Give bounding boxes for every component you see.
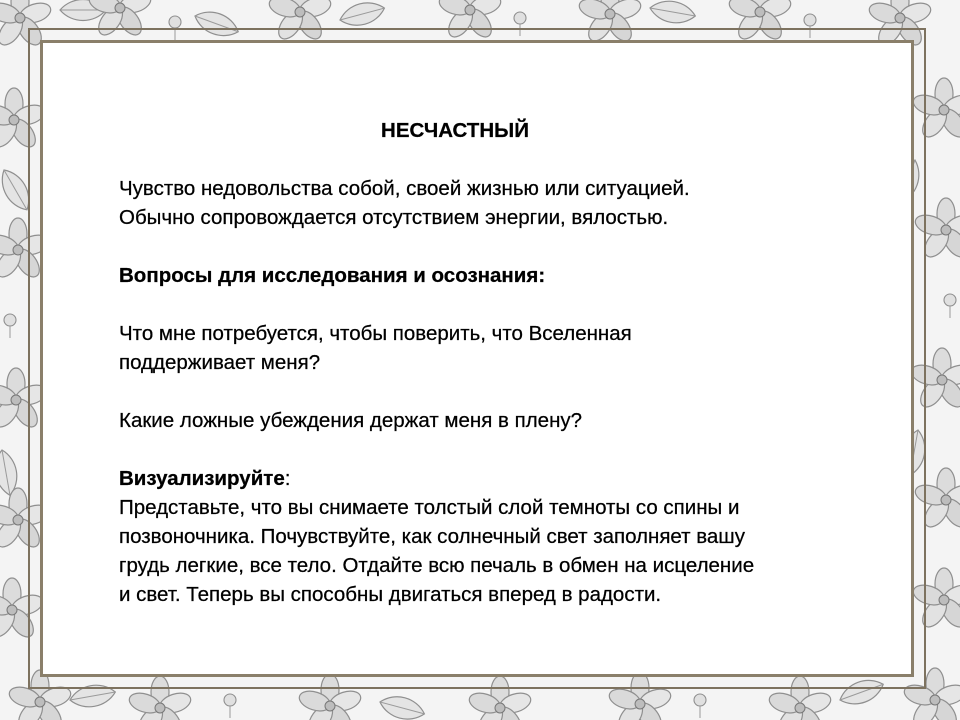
spacer bbox=[119, 290, 879, 319]
spacer bbox=[119, 435, 879, 464]
card-title: НЕСЧАСТНЫЙ bbox=[381, 119, 529, 142]
visualize-line-2: позвоночника. Почувствуйте, как солнечный свет заполняет вашу bbox=[119, 525, 745, 548]
visualize-line-1: Представьте, что вы снимаете толстый слой темноты со спины и bbox=[119, 496, 740, 519]
visualize-line-3: грудь легкие, все тело. Отдайте всю печаль в обмен на исцеление bbox=[119, 554, 755, 577]
visualize-colon: : bbox=[284, 467, 291, 490]
description-line-1: Чувство недовольства собой, своей жизнью или ситуацией. bbox=[119, 177, 690, 200]
spacer bbox=[119, 232, 879, 261]
card-text bbox=[119, 116, 879, 609]
visualize-line-4: и свет. Теперь вы способны двигаться вперед в радости. bbox=[119, 583, 662, 606]
question-1-line-2: поддерживает меня? bbox=[119, 351, 321, 374]
spacer bbox=[119, 377, 879, 406]
visualize-heading: Визуализируйте bbox=[119, 467, 285, 490]
questions-heading: Вопросы для исследования и осознания: bbox=[119, 264, 546, 287]
visualize-heading-row bbox=[119, 464, 879, 493]
question-1-line-1: Что мне потребуется, чтобы поверить, что Вселенная bbox=[119, 322, 632, 345]
description-line-2: Обычно сопровождается отсутствием энергии, вялостью. bbox=[119, 206, 669, 229]
question-2: Какие ложные убеждения держат меня в плену? bbox=[119, 409, 583, 432]
